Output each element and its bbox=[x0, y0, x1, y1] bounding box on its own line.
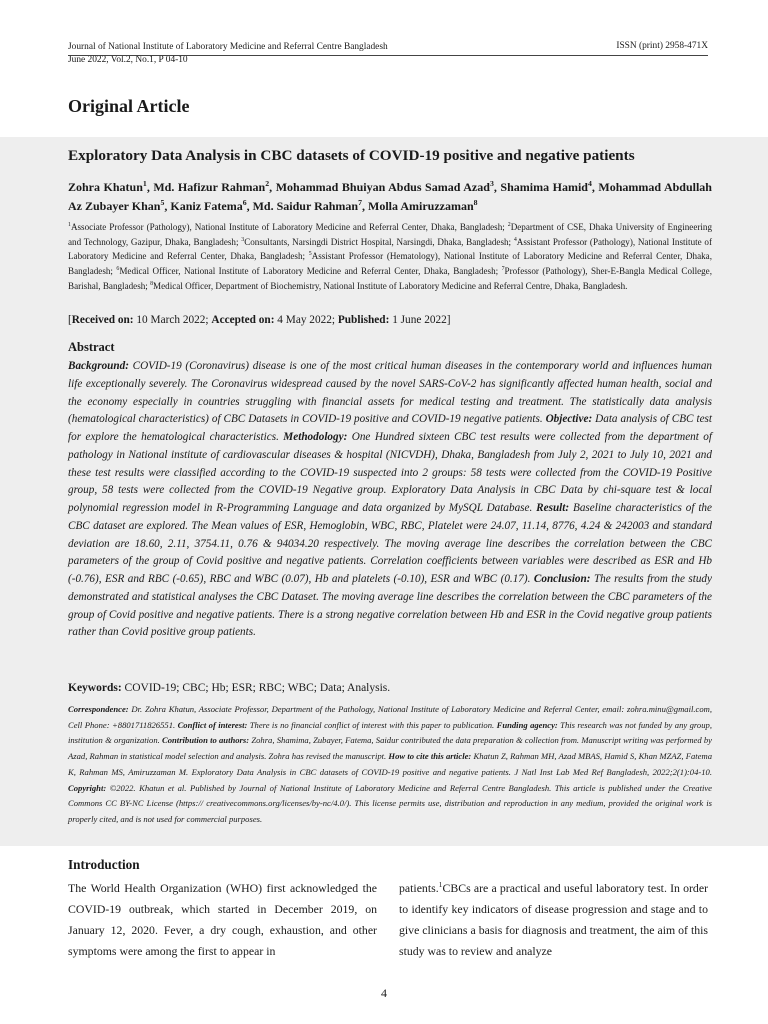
keywords-label: Keywords: bbox=[68, 682, 122, 694]
author-name: Molla Amiruzzaman bbox=[368, 199, 474, 213]
page-number: 4 bbox=[381, 986, 387, 1000]
correspondence-label: Correspondence: bbox=[68, 704, 129, 714]
affiliation-text: Associate Professor (Pathology), National Institute of Laboratory Medicine and Referral Center, Dhaka, Bangladesh; bbox=[70, 222, 508, 232]
published-label: Published: bbox=[337, 314, 390, 326]
author-sup: 3 bbox=[489, 179, 494, 188]
article-dates: [Received on: 10 March 2022; Accepted on: 4 May 2022; Published: 1 June 2022] bbox=[68, 314, 451, 326]
affiliation-text: Medical Officer, Department of Biochemistry, National Institute of Laboratory Medicine and Referral Centre, Dhaka, Bangladesh. bbox=[153, 280, 628, 291]
abstract-section-text: Data analysis of CBC test for explore the hematological characteristics. bbox=[68, 413, 712, 443]
correspondence-text: Khatun Z, Rahman MH, Azad MBAS, Hamid S, Khan MZAZ, Fatema K, Rahman MS, Amiruzzaman M. Exploratory Data Analysis in CBC datasets of COVID-19 positive and negative patients. J Natl Inst Lab Med Ref Bangladesh, 2022;2(1):04-10. bbox=[68, 751, 712, 777]
affiliation-text: Assistant Professor (Pathology), National Institute of Laboratory Medicine and Referral Center, Dhaka, Bangladesh; bbox=[68, 236, 712, 262]
running-header bbox=[68, 41, 388, 67]
received-date: 10 March 2022; bbox=[136, 314, 209, 326]
affiliation-sup: 3 bbox=[241, 236, 245, 243]
accepted-date: 4 May 2022; bbox=[277, 314, 336, 326]
author-sup: 1 bbox=[142, 179, 147, 188]
affiliation-sup: 7 bbox=[501, 266, 505, 273]
abstract-section-label: Conclusion: bbox=[533, 573, 591, 585]
abstract-section-text: The results from the study demonstrated and statistical analyses the CBC Dataset. The moving average line describes the correlation between the CBC parameters of the group of Covid positive and negative patients. There is a strong negative correlation between Hb and ESR in the Covid negative group patients rather than Covid positive group patients. bbox=[68, 573, 712, 639]
keywords bbox=[68, 682, 390, 694]
affiliations bbox=[68, 220, 712, 294]
affiliation-sup: 6 bbox=[116, 266, 120, 273]
author-name: Kaniz Fatema bbox=[170, 199, 243, 213]
introduction-heading: Introduction bbox=[68, 857, 140, 872]
affiliation-text: Department of CSE, Dhaka University of Engineering and Technology, Gazipur, Dhaka, Bangladesh; bbox=[68, 222, 713, 247]
affiliation-sup: 8 bbox=[150, 280, 154, 287]
affiliation-text: Consultants, Narsingdi District Hospital, Narsingdi, Dhaka, Bangladesh; bbox=[244, 236, 514, 247]
affiliation-sup: 1 bbox=[68, 221, 71, 228]
author-name: Zohra Khatun bbox=[68, 180, 143, 194]
author-sup: 2 bbox=[265, 179, 270, 188]
abstract-section-text: Baseline characteristics of the CBC dataset are explored. The Mean values of ESR, Hemoglobin, WBC, RBC, Platelet were 24.07, 11.14, 8776, 4.24 & 242003 and standard deviation are 18.60, 2.11, 3754.11, 0.76 & 94034.20 respectively. The moving average line describes the correlation between the CBC parameters of the group of Covid positive and negative patients. Correlation coefficients between variables were described as ESR and Hb (-0.76), ESR and RBC (-0.65), RBC and WBC (0.07), Hb and platelets (-0.10), ESR and WBC (0.17). bbox=[68, 502, 712, 585]
author-name: Md. Hafizur Rahman bbox=[153, 180, 266, 194]
journal-name: Journal of National Institute of Laboratory Medicine and Referral Centre Bangladesh bbox=[68, 42, 388, 52]
abstract-section-label: Objective: bbox=[545, 413, 593, 426]
introduction-column-right bbox=[399, 878, 708, 962]
keywords-text: COVID-19; CBC; Hb; ESR; RBC; WBC; Data; Analysis. bbox=[124, 682, 391, 694]
correspondence-text: ©2022. Khatun et al. Published by Journal of National Institute of Laboratory Medicine and Referral Centre Bangladesh. This article is published under the Creative Commons CC BY-NC License (https:// creativecommons.org/licenses/by-nc/4.0/). This license permits use, distribution and reproduction in any medium, provided the original work is properly cited, and is not used for commercial purposes. bbox=[68, 782, 712, 824]
article-type: Original Article bbox=[68, 96, 190, 116]
affiliation-text: Medical Officer, National Institute of Laboratory Medicine and Referral Center, Dhaka, Bangladesh; bbox=[119, 266, 502, 277]
abstract-section-label: Methodology: bbox=[283, 431, 348, 443]
correspondence-text: This research was not funded by any group, institution & organization. bbox=[68, 719, 712, 746]
author-sup: 7 bbox=[358, 198, 362, 207]
author-name: Md. Saidur Rahman bbox=[252, 199, 359, 213]
correspondence-label: How to cite this article: bbox=[388, 751, 472, 762]
correspondence-label: Copyright: bbox=[68, 782, 107, 793]
header-rule bbox=[68, 55, 708, 56]
author-list: Zohra Khatun$^1$, Md. Hafizur Rahman$^2$, Mohammad Bhuiyan Abdus Samad Azad$^3$, Shamima Hamid$^4$, Mohammad Abdullah Az Zubayer Khan$^5$, Kaniz Fatema$^6$, Md. Saidur Rahman$^7$, Molla Amiruzzaman$^8$ bbox=[68, 179, 712, 213]
correspondence-label: Contribution to authors: bbox=[162, 735, 250, 746]
affiliation-sup: 5 bbox=[308, 251, 312, 258]
author-name: Mohammad Abdullah Az Zubayer Khan bbox=[68, 180, 712, 213]
correspondence-text: Dr. Zohra Khatun, Associate Professor, Department of the Pathology, National Institute of Laboratory Medicine and Referral Center, email: zohra.minu@gmail.com, Cell Phone: +8801711826551. bbox=[68, 704, 712, 730]
abstract-section-text: One Hundred sixteen CBC test results were collected from the department of pathology in National institute of cardiovascular diseases & hospital (NICVDH), Dhaka, Bangladesh from July 2, 2021 to July 10, 2021 and these test results were classified according to the COVID-19 suspected into 2 groups: 58 tests were collected from the COVID-19 Positive group, 58 tests were collected from the COVID-19 Negative group. Exploratory Data Analysis in CBC Data by chi-square test & local polynomial regression model in R-Programming Language and data organized by MySQL Database. bbox=[68, 431, 712, 514]
introduction-column-left: The World Health Organization (WHO) first acknowledged the COVID-19 outbreak, which started in December 2019, on January 12, 2020. Fever, a dry cough, exhaustion, and other symptoms were among the first to appear in bbox=[68, 881, 377, 958]
abstract-heading: Abstract bbox=[68, 340, 115, 354]
correspondence-label: Funding agency: bbox=[496, 719, 558, 730]
author-sup: 6 bbox=[242, 198, 247, 207]
affiliation-text: Professor (Pathology), Sher-E-Bangla Medical College, Barishal, Bangladesh; bbox=[68, 266, 712, 291]
author-sup: 5 bbox=[160, 198, 165, 207]
author-name: Shamima Hamid bbox=[500, 180, 588, 194]
affiliation-sup: 4 bbox=[513, 236, 517, 243]
author-name: Mohammad Bhuiyan Abdus Samad Azad bbox=[275, 180, 490, 194]
abstract-section-label: Background: bbox=[68, 360, 129, 372]
author-sup: 8 bbox=[473, 198, 478, 207]
abstract-section-text: COVID-19 (Coronavirus) disease is one of the most critical human diseases in the contemporary world and influences human life exceptionally severely. The Coronavirus widespread caused by the novel SARS-CoV-2 has significantly affected human health, social and the economy especially in countries struggling with financial assets for medical testing and treatment. The statistically data analysis (hematological characteristics) of CBC Datasets in COVID-19 positive and COVID-19 negative patients. bbox=[68, 360, 713, 426]
affiliation-sup: 2 bbox=[507, 221, 511, 228]
citation-ref: 1 bbox=[438, 880, 443, 890]
correspondence-label: Conflict of interest: bbox=[177, 719, 248, 730]
author-sup: 4 bbox=[587, 179, 592, 188]
intro-right-pre: patients. bbox=[399, 881, 439, 895]
issn: ISSN (print) 2958-471X bbox=[616, 41, 708, 51]
received-label: Received on: bbox=[71, 314, 134, 326]
accepted-label: Accepted on: bbox=[211, 314, 275, 326]
published-date: 1 June 2022 bbox=[392, 314, 447, 326]
abstract-section-label: Result: bbox=[536, 502, 570, 514]
correspondence-text: Zohra, Shamima, Zubayer, Fatema, Saidur contributed the data preparation & collection from. Manuscript writing was performed by Azad, Rahman in statistical model selection and analysis. Zohra has revised the manuscript. bbox=[68, 735, 712, 762]
affiliation-text: Assistant Professor (Hematology), National Institute of Laboratory Medicine and Referral Center, Dhaka, Bangladesh; bbox=[68, 251, 712, 277]
abstract-body bbox=[68, 358, 712, 642]
issue-info: June 2022, Vol.2, No.1, P 04-10 bbox=[68, 55, 188, 65]
correspondence-text: There is no financial conflict of interest with this paper to publication. bbox=[249, 719, 497, 730]
intro-right-post: CBCs are a practical and useful laboratory test. In order to identify key indicators of disease progression and stage and to give clinicians a basis for diagnosis and treatment, the aim of this study was to review and analyze bbox=[399, 881, 708, 958]
correspondence-block bbox=[68, 702, 712, 828]
article-title: Exploratory Data Analysis in CBC datasets of COVID-19 positive and negative patients bbox=[68, 147, 635, 164]
